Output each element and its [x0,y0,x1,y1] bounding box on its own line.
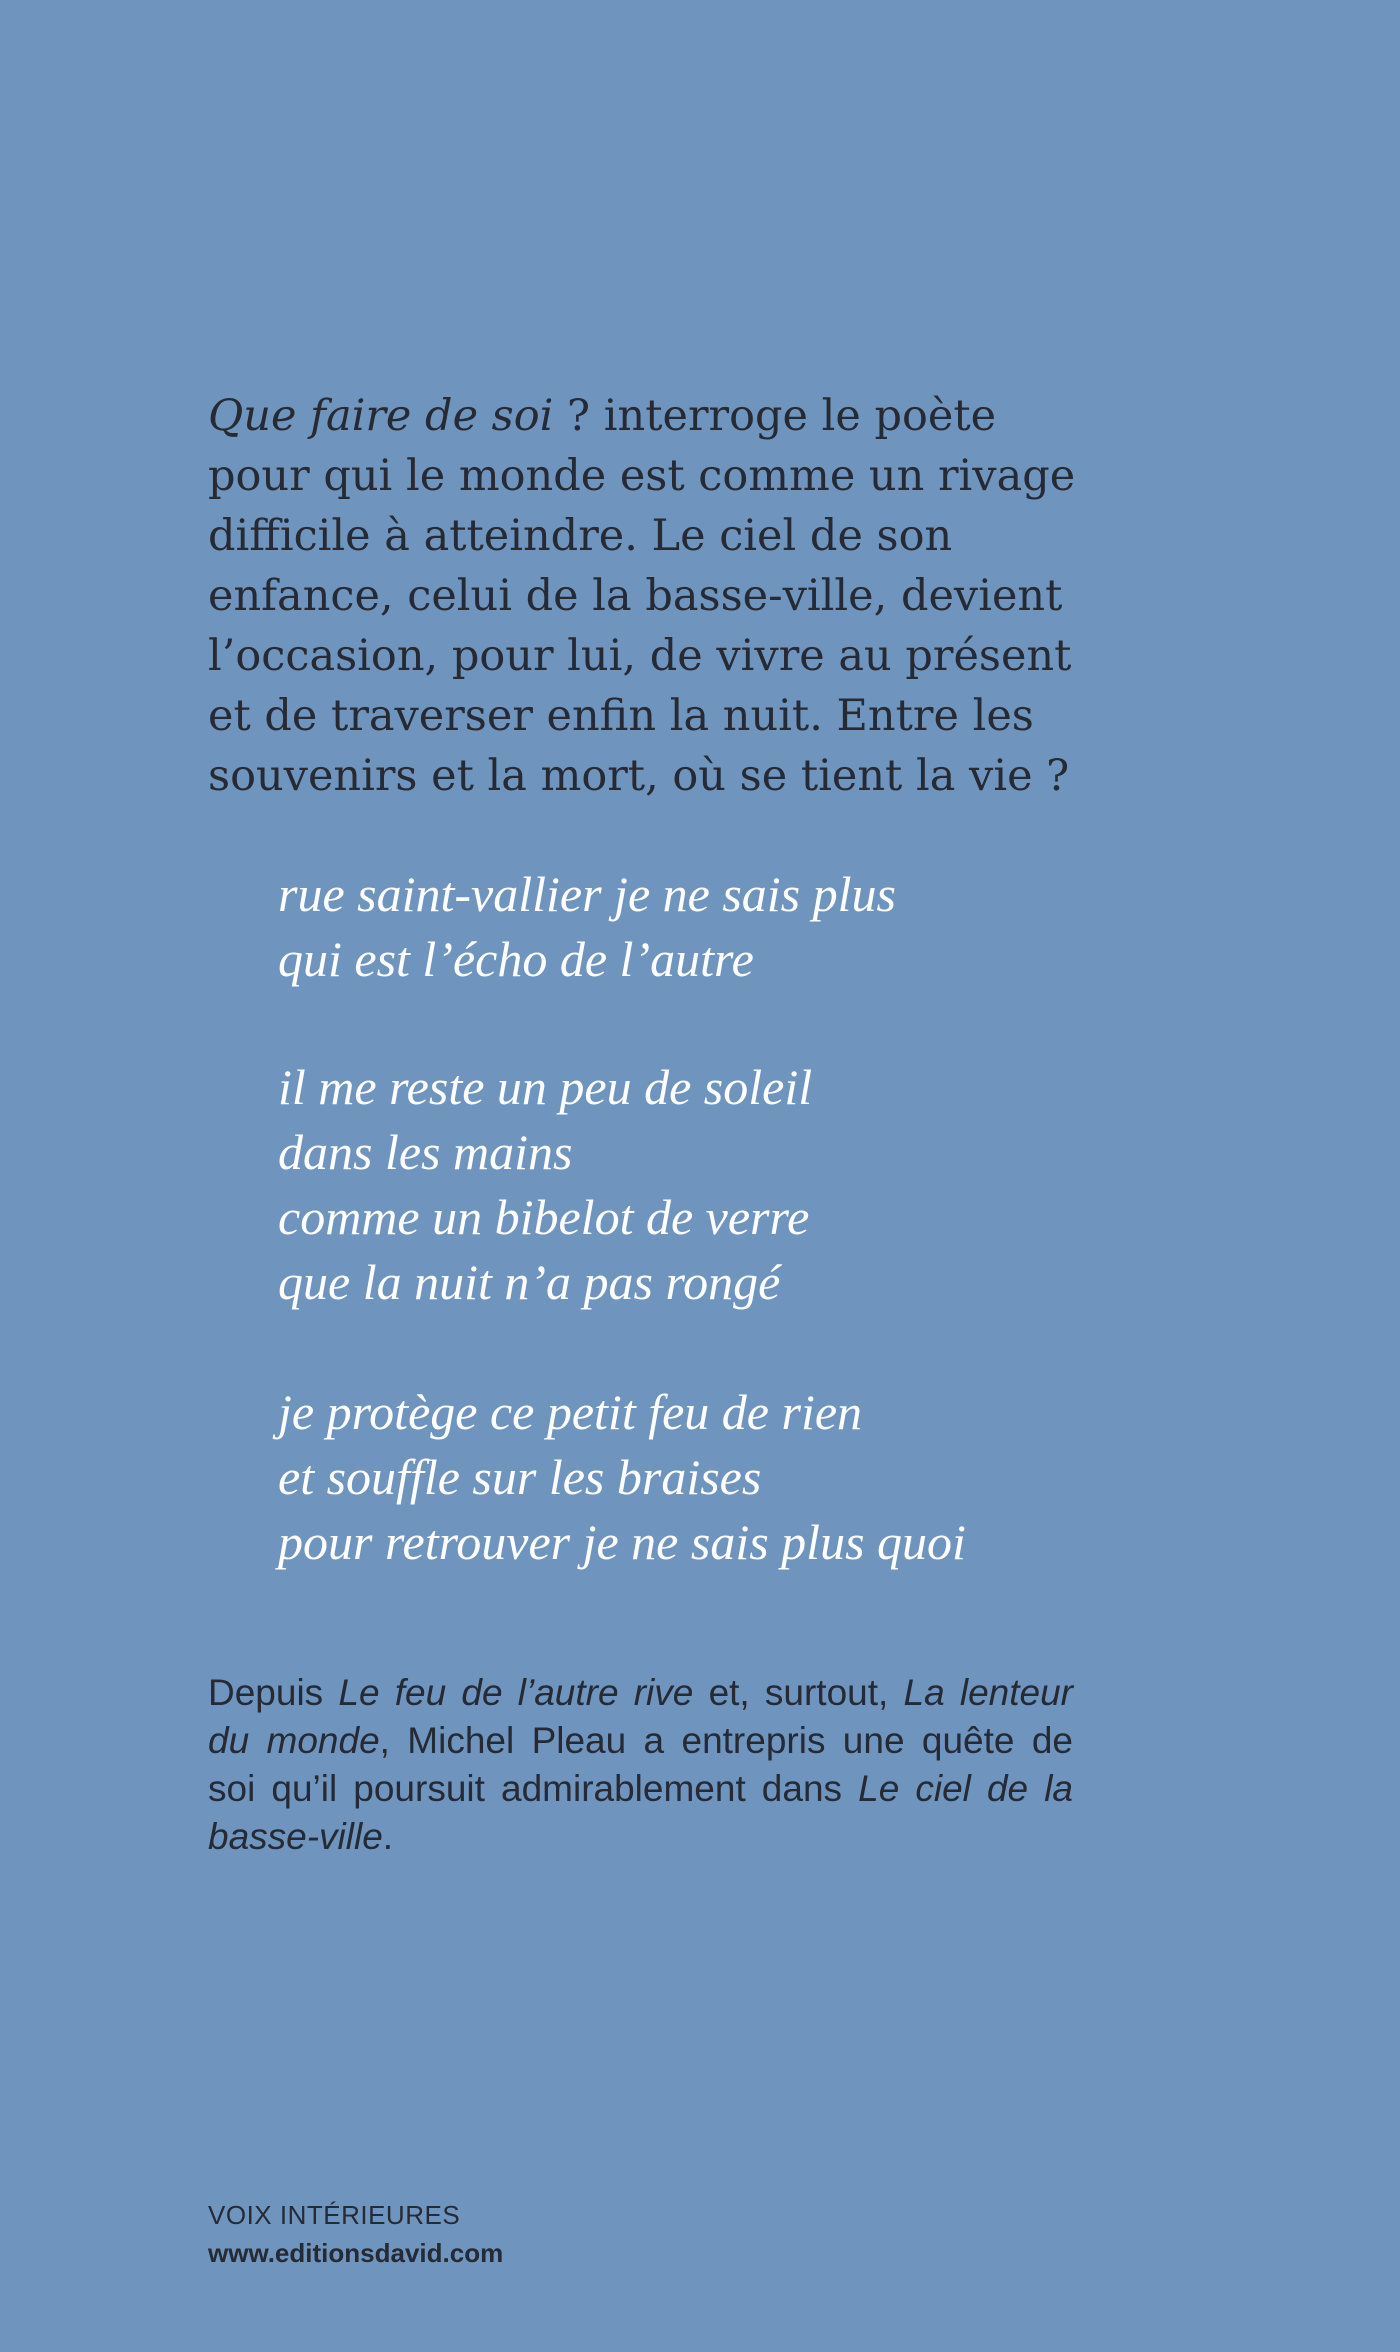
publisher-website: www.editionsdavid.com [208,2238,504,2268]
collection-name: VOIX INTÉRIEURES [208,2200,461,2230]
book-title-2: La lenteur du monde [208,1672,1074,1761]
poem-line: il me reste un peu de soleil [278,1059,813,1115]
poem-line: et souffle sur les braises [278,1449,762,1505]
about-text-4: . [382,1816,394,1857]
book-title-1: Le feu de l’autre rive [338,1672,694,1713]
poem-line: comme un bibelot de verre [278,1189,810,1245]
poem-stanza-1 [278,862,1178,992]
poem-line: que la nuit n’a pas rongé [278,1254,781,1310]
poem-line: rue saint-vallier je ne sais plus [278,866,896,922]
book-title-3: Le ciel de la basse-ville [208,1768,1073,1857]
poem-line: je protège ce petit feu de rien [278,1384,863,1440]
poem-stanza-2 [278,1055,1178,1315]
about-text-2: et, surtout, [693,1672,904,1713]
about-text-3: , Michel Pleau a entrepris une quête de soi qu’il poursuit admirablement dans [208,1720,1073,1809]
blurb-text: ? interroge le poète pour qui le monde est comme un rivage difficile à atteindre. Le ciel de son enfance, celui de la basse-ville, devient l’occasion, pour lui, de vivre au présent et de traverser enfin la nuit. Entre les souvenirs et la mort, où se tient la vie ? [208,391,1076,801]
author-paragraph [208,1669,1073,1861]
poem-line: dans les mains [278,1124,573,1180]
poem-line: pour retrouver je ne sais plus quoi [278,1514,966,1570]
poem-stanza-3 [278,1380,1178,1575]
blurb-lead-italic: Que faire de soi [208,391,554,441]
blurb-paragraph [208,386,1078,806]
about-text-1: Depuis [208,1672,339,1713]
poem-line: qui est l’écho de l’autre [278,931,754,987]
